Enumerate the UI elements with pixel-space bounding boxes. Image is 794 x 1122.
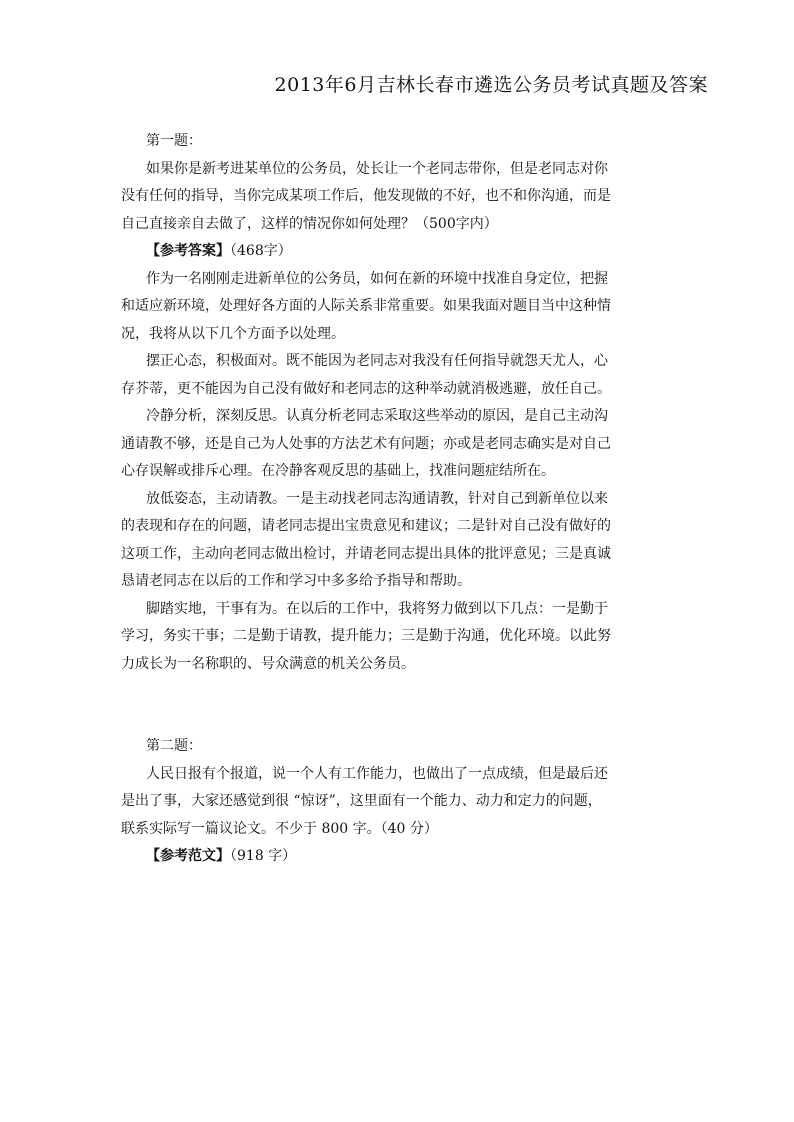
paragraph-line: 这项工作，主动向老同志做出检讨，并请老同志提出具体的批评意见；三是真诚 [121, 545, 611, 562]
q1-answer-count: （468字） [230, 243, 292, 259]
paragraph-line: 恳请老同志在以后的工作和学习中多多给予指导和帮助。 [121, 573, 471, 589]
paragraph-line: 况，我将从以下几个方面予以处理。 [121, 325, 345, 342]
q2-question-line: 联系实际写一篇议论文。不少于 800 字。（40 分） [121, 820, 438, 837]
q1-question-line: 如果你是新考进某单位的公务员，处长让一个老同志带你，但是老同志对你 [146, 160, 608, 177]
q1-question-line: 没有任何的指导，当你完成某项工作后，他发现做的不好，也不和你沟通，而是 [121, 188, 611, 204]
paragraph-line: 摆正心态，积极面对。既不能因为老同志对我没有任何指导就怨天尤人，心 [146, 353, 608, 369]
paragraph-line: 冷静分析，深刻反思。认真分析老同志采取这些举动的原因，是自己主动沟 [146, 408, 608, 424]
q2-answer-header [121, 843, 614, 871]
paragraph-line: 的表现和存在的问题，请老同志提出宝贵意见和建议；二是针对自己没有做好的 [121, 518, 611, 534]
q1-paragraph-5 [121, 596, 614, 679]
q1-question-line: 自己直接亲自去做了，这样的情况你如何处理？（500字内） [121, 215, 498, 232]
q1-paragraph-2 [121, 348, 614, 403]
document-body [121, 128, 614, 871]
paragraph-line: 力成长为一名称职的、号众满意的机关公务员。 [121, 655, 415, 672]
paragraph-line: 脚踏实地，干事有为。在以后的工作中，我将努力做到以下几点：一是勤于 [146, 600, 608, 617]
q2-question-line: 人民日报有个报道，说一个人有工作能力，也做出了一点成绩，但是最后还 [146, 765, 608, 782]
q1-paragraph-1 [121, 266, 614, 349]
paragraph-line: 通请教不够，还是自己为人处事的方法艺术有问题；亦或是老同志确实是对自己 [121, 435, 611, 452]
q2-heading: 第二题： [146, 738, 202, 754]
paragraph-line: 存芥蒂，更不能因为自己没有做好和老同志的这种举动就消极逃避，放任自己。 [121, 380, 611, 397]
q2-answer-count: （918 字） [230, 848, 297, 864]
q2-answer-label: 【参考范文】 [146, 848, 230, 864]
paragraph-line: 学习，务实干事；二是勤于请教，提升能力；三是勤于沟通，优化环境。以此努 [121, 628, 611, 644]
q1-answer-label: 【参考答案】 [146, 243, 230, 259]
paragraph-line: 心存误解或排斥心理。在冷静客观反思的基础上，找准问题症结所在。 [121, 463, 555, 479]
q1-answer-header [121, 238, 614, 266]
paragraph-line: 和适应新环境，处理好各方面的人际关系非常重要。如果我面对题目当中这种情 [121, 298, 611, 314]
q1-heading: 第一题： [146, 133, 202, 149]
paragraph-line: 作为一名刚刚走进新单位的公务员，如何在新的环境中找准自身定位，把握 [146, 270, 608, 287]
q1-paragraph-3 [121, 403, 614, 486]
q1-paragraph-4 [121, 486, 614, 596]
paragraph-line: 放低姿态，主动请教。一是主动找老同志沟通请教，针对自己到新单位以来 [146, 490, 608, 507]
q2-question-line: 是出了事，大家还感觉到很 “惊讶”，这里面有一个能力、动力和定力的问题， [121, 793, 602, 809]
section-spacer [121, 678, 614, 733]
document-title: 2013年6月吉林长春市遴选公务员考试真题及答案 [274, 74, 708, 96]
